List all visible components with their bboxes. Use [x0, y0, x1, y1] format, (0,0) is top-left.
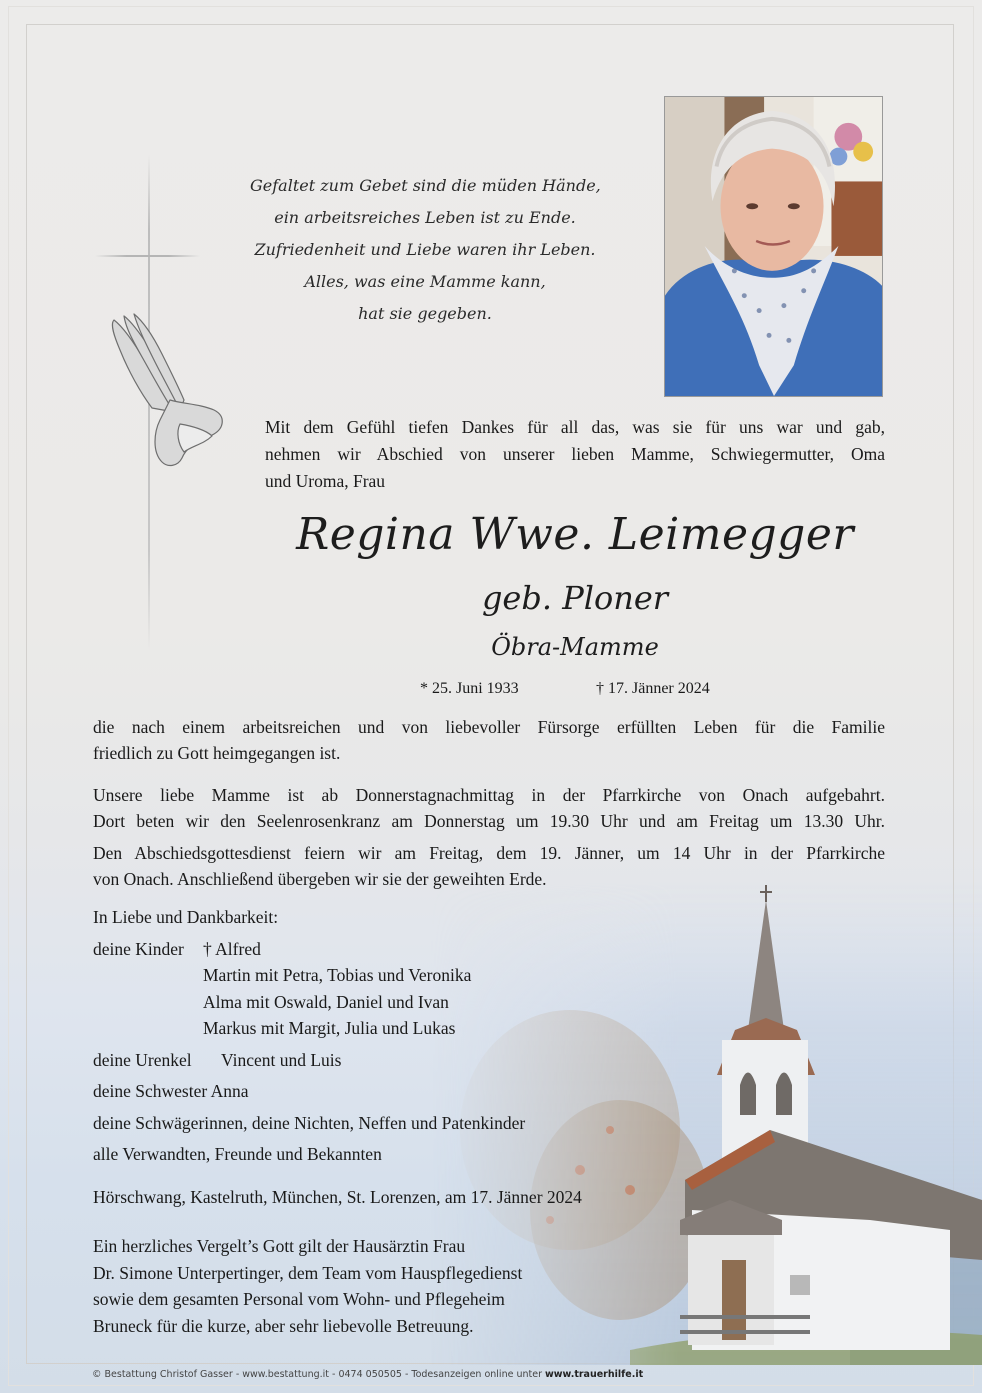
greeting: In Liebe und Dankbarkeit: — [93, 907, 279, 927]
intro-line: Mit dem Gefühl tiefen Dankes für all das, was sie für uns war und gab, — [265, 417, 885, 437]
footer-text: © Bestattung Christof Gasser - www.bestattung.it - 0474 050505 - Todesanzeigen online unter — [92, 1369, 545, 1380]
intro-line: nehmen wir Abschied von unserer lieben Mamme, Schwiegermutter, Oma — [265, 444, 885, 464]
sister: deine Schwester Anna — [93, 1081, 249, 1101]
death-date: † 17. Jänner 2024 — [596, 680, 710, 697]
paragraph-line: die nach einem arbeitsreichen und von liebevoller Fürsorge erfüllten Leben für die Familie — [93, 717, 885, 737]
paragraph-line: Unsere liebe Mamme ist ab Donnerstagnachmittag in der Pfarrkirche von Onach aufgebahrt. — [93, 785, 885, 805]
intro-line: und Uroma, Frau — [265, 471, 386, 491]
thanks-line: sowie dem gesamten Personal vom Wohn- und Pflegeheim — [93, 1289, 505, 1309]
footer-link[interactable]: www.trauerhilfe.it — [545, 1369, 644, 1380]
relatives: alle Verwandten, Freunde und Bekannten — [93, 1144, 382, 1164]
child-entry: Alma mit Oswald, Daniel und Ivan — [203, 991, 449, 1012]
thanks-text — [93, 1233, 653, 1339]
nickname: Öbra-Mamme — [491, 633, 659, 661]
child-entry: † Alfred — [203, 938, 261, 959]
child-entry: Martin mit Petra, Tobias und Veronika — [203, 965, 472, 985]
birth-name: geb. Ploner — [481, 579, 669, 617]
poem — [250, 170, 600, 330]
thanks-line: Bruneck für die kurze, aber sehr liebevolle Betreuung. — [93, 1315, 474, 1336]
poem-line: Alles, was eine Mamme kann, — [304, 272, 546, 291]
life-dates — [420, 678, 840, 700]
paragraph-line: Dort beten wir den Seelenrosenkranz am Donnerstag um 19.30 Uhr und am Freitag um 13.30 Uhr. — [93, 811, 885, 831]
children-label: deine Kinder — [93, 938, 184, 959]
poem-line: Gefaltet zum Gebet sind die müden Hände, — [250, 176, 601, 195]
cross-bar — [95, 255, 200, 257]
poem-line: hat sie gegeben. — [358, 304, 492, 323]
thanks-line: Ein herzliches Vergelt’s Gott gilt der Hausärztin Frau — [93, 1236, 466, 1256]
child-entry: Markus mit Margit, Julia und Lukas — [203, 1018, 456, 1038]
intro-text — [265, 414, 885, 495]
paragraph-line: von Onach. Anschließend übergeben wir sie der geweihten Erde. — [93, 869, 547, 889]
deceased-name: Regina Wwe. Leimegger — [296, 509, 854, 560]
paragraph-line: friedlich zu Gott heimgegangen ist. — [93, 743, 341, 763]
birth-date: * 25. Juni 1933 — [420, 680, 519, 697]
great-grandchildren-label: deine Urenkel — [93, 1049, 192, 1070]
poem-line: Zufriedenheit und Liebe waren ihr Leben. — [254, 240, 596, 259]
inlaws: deine Schwägerinnen, deine Nichten, Neffen und Patenkinder — [93, 1112, 526, 1133]
paragraph-funeral — [93, 840, 885, 892]
great-grandchildren: Vincent und Luis — [221, 1049, 342, 1070]
poem-line: ein arbeitsreiches Leben ist zu Ende. — [274, 208, 576, 227]
paragraph-passing — [93, 714, 885, 766]
paragraph-viewing — [93, 782, 885, 834]
place-date: Hörschwang, Kastelruth, München, St. Lorenzen, am 17. Jänner 2024 — [93, 1187, 582, 1207]
footer — [92, 1369, 892, 1380]
thanks-line: Dr. Simone Unterpertinger, dem Team vom Hauspflegedienst — [93, 1262, 523, 1283]
portrait-photo — [664, 96, 883, 397]
family-list — [93, 904, 713, 1168]
praying-hands-icon — [104, 312, 228, 470]
paragraph-line: Den Abschiedsgottesdienst feiern wir am Freitag, dem 19. Jänner, um 14 Uhr in der Pfarrkirche — [93, 843, 885, 863]
